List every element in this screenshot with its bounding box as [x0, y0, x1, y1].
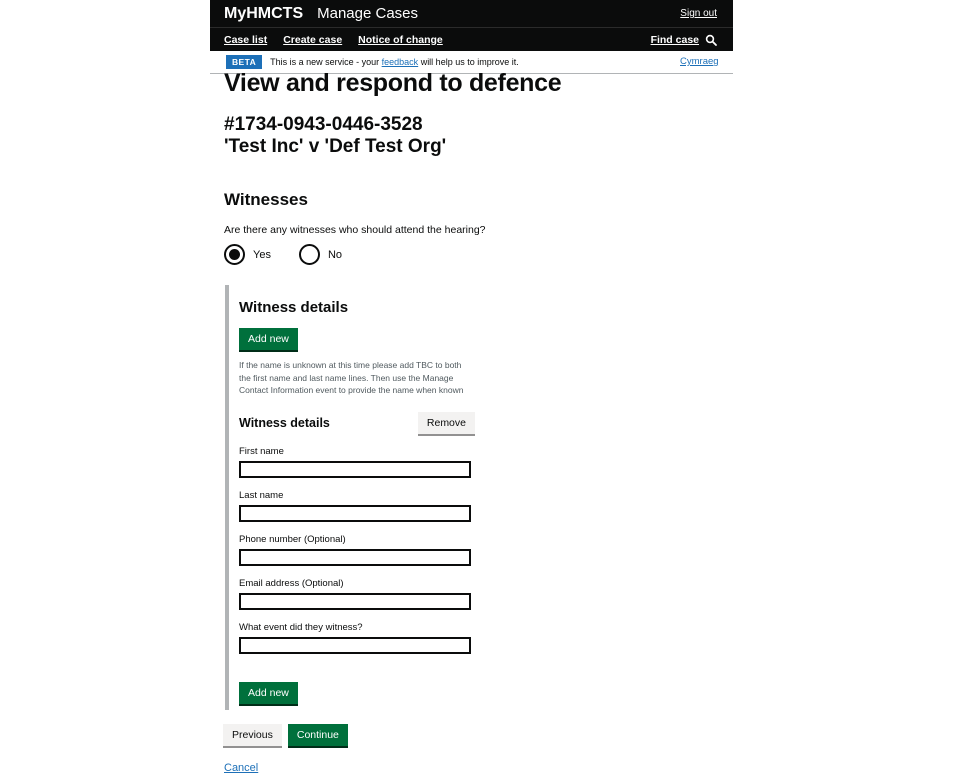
feedback-link[interactable]: feedback	[381, 57, 419, 67]
email-address-label: Email address (Optional)	[239, 578, 344, 590]
nav-item-create-case[interactable]: Create case	[283, 33, 343, 46]
phase-text-before: This is a new service - your	[270, 57, 382, 67]
brand-logo[interactable]: MyHMCTS	[224, 4, 304, 22]
radio-yes-label: Yes	[253, 248, 271, 261]
collection-item-title: Witness details	[239, 416, 330, 431]
main-content	[224, 70, 744, 774]
nav-item-find-case[interactable]: Find case	[650, 33, 699, 46]
radio-option-no[interactable]	[299, 244, 342, 265]
site-header	[210, 0, 733, 51]
radio-no-indicator[interactable]	[299, 244, 320, 265]
witness-details-panel	[225, 285, 715, 710]
service-name[interactable]: Manage Cases	[317, 5, 419, 22]
nav-item-notice-of-change[interactable]: Notice of change	[358, 33, 443, 46]
page-title: View and respond to defence	[224, 69, 562, 97]
witnessed-event-input[interactable]	[239, 637, 471, 654]
nav-item-case-list[interactable]: Case list	[224, 33, 268, 46]
continue-button[interactable]: Continue	[288, 724, 348, 746]
add-new-button-top[interactable]: Add new	[239, 328, 298, 350]
radio-yes-indicator[interactable]	[224, 244, 245, 265]
field-phone-number	[239, 534, 715, 566]
case-parties: 'Test Inc' v 'Def Test Org'	[224, 136, 447, 158]
beta-tag: BETA	[226, 55, 262, 69]
field-email-address	[239, 578, 715, 610]
case-heading	[224, 114, 744, 158]
panel-title-witness-details: Witness details	[239, 299, 349, 317]
field-first-name	[239, 446, 715, 478]
phase-banner-text	[270, 57, 519, 67]
first-name-input[interactable]	[239, 461, 471, 478]
cancel-link[interactable]: Cancel	[224, 762, 259, 774]
field-witnessed-event	[239, 622, 715, 654]
phone-number-label: Phone number (Optional)	[239, 534, 346, 546]
add-new-button-bottom[interactable]: Add new	[239, 682, 298, 704]
header-top-row	[210, 0, 733, 27]
witnessed-event-label: What event did they witness?	[239, 622, 363, 634]
field-last-name	[239, 490, 715, 522]
witness-hint-text: If the name is unknown at this time please add TBC to both the first name and last name lines. Then use the Manage Contact Information event to provide the name when known	[239, 360, 464, 396]
form-actions	[223, 724, 744, 746]
language-toggle-cymraeg[interactable]: Cymraeg	[680, 56, 719, 67]
remove-button[interactable]: Remove	[418, 412, 475, 434]
last-name-label: Last name	[239, 490, 284, 502]
section-title-witnesses: Witnesses	[224, 190, 308, 210]
phase-text-after: will help us to improve it.	[418, 57, 519, 67]
collection-item-header	[239, 412, 475, 434]
witness-question-label: Are there any witnesses who should attend the hearing?	[224, 224, 486, 237]
first-name-label: First name	[239, 446, 284, 458]
witness-radio-group	[224, 244, 744, 265]
email-address-input[interactable]	[239, 593, 471, 610]
previous-button[interactable]: Previous	[223, 724, 282, 746]
last-name-input[interactable]	[239, 505, 471, 522]
phone-number-input[interactable]	[239, 549, 471, 566]
search-icon[interactable]	[705, 34, 717, 46]
case-reference: #1734-0943-0446-3528	[224, 114, 423, 135]
radio-no-label: No	[327, 248, 343, 261]
radio-option-yes[interactable]	[224, 244, 271, 265]
primary-nav	[210, 27, 733, 51]
sign-out-link[interactable]: Sign out	[680, 8, 717, 19]
